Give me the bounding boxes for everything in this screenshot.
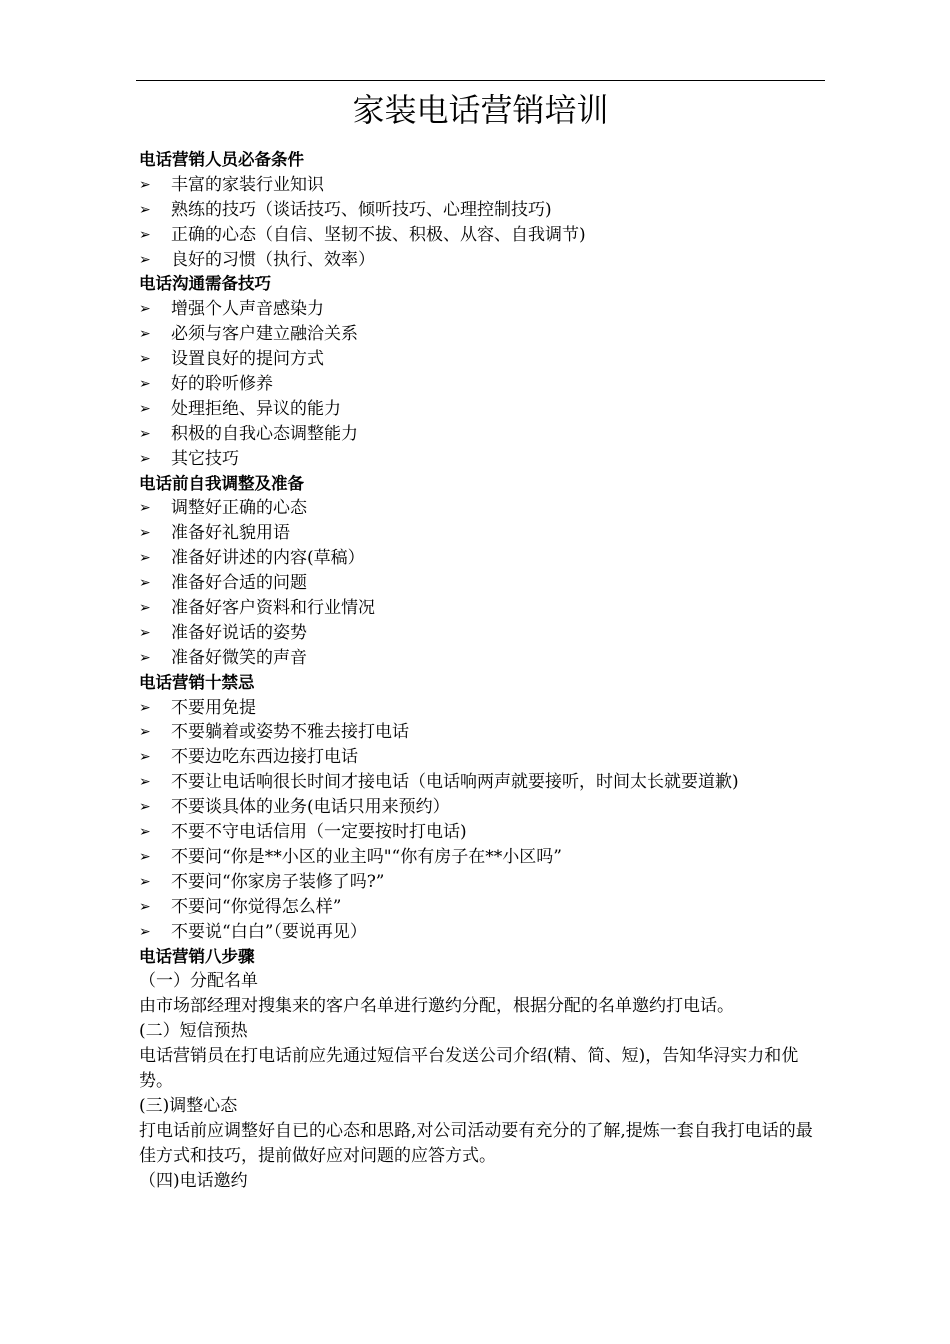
list-item: ➢ 不要谈具体的业务(电话只用来预约） bbox=[139, 795, 829, 820]
list-item: ➢ 处理拒绝、异议的能力 bbox=[139, 397, 829, 422]
section-heading: 电话沟通需备技巧 bbox=[139, 274, 271, 294]
list-item: ➢ 不要不守电话信用（一定要按时打电话) bbox=[139, 820, 829, 845]
step-paragraph: 由市场部经理对搜集来的客户名单进行邀约分配，根据分配的名单邀约打电话。 bbox=[139, 996, 734, 1017]
list-item: ➢ 丰富的家装行业知识 bbox=[139, 173, 829, 198]
list-item: ➢ 准备好礼貌用语 bbox=[139, 521, 829, 546]
list-item: ➢ 积极的自我心态调整能力 bbox=[139, 422, 829, 447]
step-label: （四)电话邀约 bbox=[139, 1170, 248, 1191]
arrow-bullet-icon: ➢ bbox=[139, 226, 151, 243]
arrow-bullet-icon: ➢ bbox=[139, 774, 151, 791]
arrow-bullet-icon: ➢ bbox=[139, 425, 151, 442]
list-item: ➢ 不要让电话响很长时间才接电话（电话响两声就要接听，时间太长就要道歉) bbox=[139, 770, 829, 795]
list-item: ➢ 设置良好的提问方式 bbox=[139, 347, 829, 372]
section-heading: 电话营销人员必备条件 bbox=[139, 150, 304, 169]
list-item: ➢ 不要用免提 bbox=[139, 696, 829, 721]
arrow-bullet-icon: ➢ bbox=[139, 699, 151, 716]
step-label: (三)调整心态 bbox=[139, 1095, 238, 1116]
arrow-bullet-icon: ➢ bbox=[139, 326, 151, 343]
arrow-bullet-icon: ➢ bbox=[139, 301, 151, 318]
arrow-bullet-icon: ➢ bbox=[139, 923, 151, 940]
list-item: ➢ 其它技巧 bbox=[139, 447, 829, 472]
arrow-bullet-icon: ➢ bbox=[139, 450, 151, 467]
section-heading: 电话前自我调整及准备 bbox=[139, 473, 304, 493]
list-item: ➢ 准备好合适的问题 bbox=[139, 571, 829, 596]
arrow-bullet-icon: ➢ bbox=[139, 351, 151, 368]
list-item: ➢ 正确的心态（自信、坚韧不拔、积极、从容、自我调节) bbox=[139, 223, 829, 248]
arrow-bullet-icon: ➢ bbox=[139, 824, 151, 841]
arrow-bullet-icon: ➢ bbox=[139, 575, 151, 592]
arrow-bullet-icon: ➢ bbox=[139, 500, 151, 517]
arrow-bullet-icon: ➢ bbox=[139, 251, 151, 268]
arrow-bullet-icon: ➢ bbox=[139, 799, 151, 816]
section-heading: 电话营销十禁忌 bbox=[139, 672, 255, 692]
list-item: ➢ 良好的习惯（执行、效率） bbox=[139, 248, 829, 273]
section-heading: 电话营销八步骤 bbox=[139, 946, 255, 966]
header-rule bbox=[136, 80, 825, 81]
arrow-bullet-icon: ➢ bbox=[139, 624, 151, 641]
step-label: （一）分配名单 bbox=[139, 971, 258, 992]
arrow-bullet-icon: ➢ bbox=[139, 649, 151, 666]
list-item: ➢ 不要问“你家房子装修了吗?” bbox=[139, 870, 829, 895]
arrow-bullet-icon: ➢ bbox=[139, 400, 151, 417]
list-item: ➢ 必须与客户建立融洽关系 bbox=[139, 322, 829, 347]
list-item: ➢ 好的聆听修养 bbox=[139, 372, 829, 397]
step-paragraph: 电话营销员在打电话前应先通过短信平台发送公司介绍(精、简、短)，告知华浔实力和优势。 bbox=[139, 1046, 799, 1091]
list-item: ➢ 不要说“白白”（要说再见） bbox=[139, 920, 829, 945]
arrow-bullet-icon: ➢ bbox=[139, 525, 151, 542]
arrow-bullet-icon: ➢ bbox=[139, 749, 151, 766]
arrow-bullet-icon: ➢ bbox=[139, 376, 151, 393]
list-item: ➢ 不要问“你是**小区的业主吗"“你有房子在**小区吗” bbox=[139, 845, 829, 870]
list-item: ➢ 增强个人声音感染力 bbox=[139, 297, 829, 322]
document-title: 家装电话营销培训 bbox=[352, 91, 609, 129]
arrow-bullet-icon: ➢ bbox=[139, 600, 151, 617]
list-item: ➢ 不要躺着或姿势不雅去接打电话 bbox=[139, 720, 829, 745]
arrow-bullet-icon: ➢ bbox=[139, 176, 151, 193]
list-item: ➢ 不要边吃东西边接打电话 bbox=[139, 745, 829, 770]
arrow-bullet-icon: ➢ bbox=[139, 201, 151, 218]
list-item: ➢ 准备好微笑的声音 bbox=[139, 646, 829, 671]
arrow-bullet-icon: ➢ bbox=[139, 724, 151, 741]
arrow-bullet-icon: ➢ bbox=[139, 873, 151, 890]
arrow-bullet-icon: ➢ bbox=[139, 550, 151, 567]
list-item: ➢ 准备好说话的姿势 bbox=[139, 621, 829, 646]
list-item: ➢ 调整好正确的心态 bbox=[139, 496, 829, 521]
document-body bbox=[139, 148, 829, 1193]
arrow-bullet-icon: ➢ bbox=[139, 898, 151, 915]
list-item: ➢ 准备好客户资料和行业情况 bbox=[139, 596, 829, 621]
step-label: (二）短信预热 bbox=[139, 1021, 248, 1042]
list-item: ➢ 准备好讲述的内容(草稿） bbox=[139, 546, 829, 571]
step-paragraph: 打电话前应调整好自已的心态和思路,对公司活动要有充分的了解,提炼一套自我打电话的最佳方式和技巧，提前做好应对问题的应答方式。 bbox=[139, 1120, 813, 1166]
list-item: ➢ 不要问“你觉得怎么样” bbox=[139, 895, 829, 920]
arrow-bullet-icon: ➢ bbox=[139, 848, 151, 865]
list-item: ➢ 熟练的技巧（谈话技巧、倾听技巧、心理控制技巧) bbox=[139, 198, 829, 223]
